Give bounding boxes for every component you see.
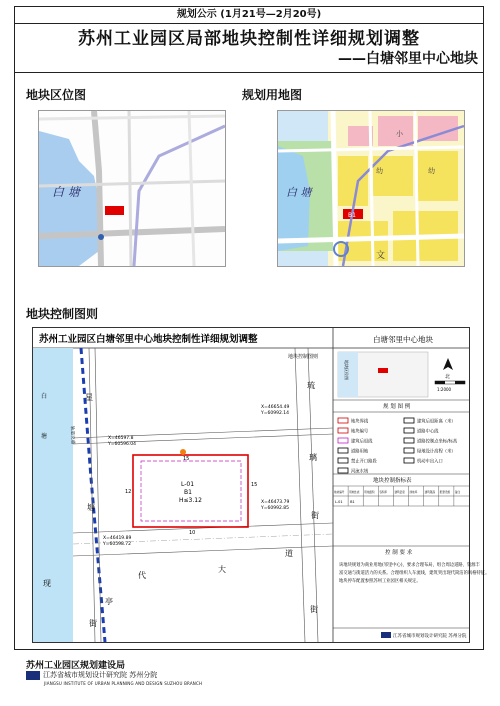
legend-label: 河流水域 [351,469,369,475]
control-plot-height: H≤3.12 [179,497,202,504]
footer-institute-en: JIANGSU INSTITUTE OF URBAN PLANNING AND DESIGN SUZHOU BRANCH [44,681,203,686]
table-cell: L-01 [335,500,343,504]
legend [338,418,458,475]
landuse-label-you2: 幼 [428,167,435,175]
legend-swatch [404,428,414,433]
road-name-dai: 代 [138,571,146,580]
notes-line-1: 该地块规划为商业用地(邻里中心)，要求合理布局，组合周边道路、资源丰 [339,563,480,568]
rail-line [134,126,225,266]
institute-logo [26,671,40,680]
table-header: 地块编号 [334,491,345,494]
table-title: 地块控制指标表 [373,478,412,484]
table-header: 用地面积 [364,491,375,494]
road-name-liu: 琉 [307,381,315,390]
coord4-y: Y=60598.72 [103,542,131,547]
table-header: 配套设施 [439,491,451,494]
station-marker [98,234,104,240]
road-name-dao: 道 [285,549,293,558]
road-name-li: 璃 [309,453,317,462]
section-control-title: 地块控制图则 [26,307,99,321]
coord2-y: Y=60992.14 [261,411,289,416]
table-header: 容积率 [379,491,388,494]
scale-label: 1:2000 [437,387,452,392]
control-lake-1: 白 [41,393,48,400]
site-marker [105,206,124,215]
control-dim-bottom: 10 [189,530,196,536]
location-map-graphic [39,111,225,266]
road-name-xing: 星 [85,393,93,402]
road-name-ting: 亭 [105,597,113,606]
control-rail-label: 轨道交通 [69,425,75,445]
legend-swatch [338,418,348,423]
inst-logo [381,632,391,638]
control-dim-right: 15 [251,482,258,488]
coord4-x: X=46419.89 [103,536,132,541]
landuse-lake-label: 白 塘 [286,186,312,199]
notes-title: 控 制 要 求 [385,550,413,556]
legend-swatch [404,418,414,423]
location-lake-label: 白 塘 [52,185,80,199]
notes-line-2: 富交通与街道活力的关系。合理组织人车流线，建筑突出现代简洁的风格特征。 [339,571,490,576]
road-name-tang: 塘 [87,503,95,512]
road-vertical-east [189,111,194,266]
control-inst-name: 江苏省城市规划设计研究院 苏州分院 [393,634,467,639]
road-name-da: 大 [218,565,226,574]
control-entrance-icon [180,449,186,455]
road-vertical-mid [129,111,131,266]
legend-swatch [338,458,348,463]
notes-line-3: 地块停车配置参照苏州工业园区相关规定。 [339,579,421,584]
legend-label: 地块编号 [351,429,369,435]
road-name-jie2: 街 [310,605,318,614]
landuse-label-you: 幼 [376,167,383,175]
table-header: 用地性质 [349,491,360,494]
legend-label: 机动车出入口 [417,459,443,465]
legend-swatch [404,458,414,463]
control-river [33,348,73,642]
control-block-label: 白塘邻里中心地块 [373,335,433,344]
section-location-title: 地块区位图 [26,88,87,102]
control-plan [32,327,490,643]
page-subtitle: ——白塘邻里中心地块 [338,51,478,67]
landuse-map-graphic [278,111,464,266]
road-name-jie3: 街 [311,511,319,520]
road-name-jie1: 街 [89,619,97,628]
location-map [38,110,226,267]
legend-label: 道路用地 [351,449,369,455]
legend-label: 道路中心线 [417,429,439,435]
legend-label: 地块界线 [351,419,369,425]
legend-label: 道路控制点坐标/标高 [417,439,458,445]
legend-label: 建筑后退距离（米） [417,419,456,425]
legend-label: 绿地设计高程（米） [417,449,456,455]
table-header: 备注 [454,491,461,494]
coord1-x: X=46597.8 [108,436,134,441]
indicator-table [333,486,469,506]
coord1-y: Y=60596.04 [108,442,136,447]
control-index-label: 地块控制图则 [288,354,319,360]
table-header: 建筑限高 [424,491,436,494]
section-landuse-title: 规划用地图 [242,88,303,102]
legend-label: 禁止开口路段 [351,459,377,465]
legend-swatch [338,448,348,453]
table-header: 建筑密度 [394,491,405,494]
coord3-x: X=46473.79 [261,500,290,505]
north-arrow-icon [443,358,453,370]
page-title: 苏州工业园区局部地块控制性详细规划调整 [78,29,420,49]
footer-bureau: 苏州工业园区规划建设局 [26,661,126,671]
control-dim-top: 15 [183,456,190,462]
footer-institute-name: 江苏省城市规划设计研究院 苏州分院 [43,671,158,679]
legend-swatch [338,468,348,473]
table-cell: B1 [350,500,355,504]
legend-swatch [338,438,348,443]
north-label: 北 [445,374,451,380]
landuse-map [277,110,465,267]
control-dim-left: 12 [125,489,132,495]
landuse-label-wen: 文 [376,251,386,261]
legend-swatch [404,438,414,443]
legend-title: 规 划 图 例 [383,404,411,410]
legend-swatch [404,448,414,453]
table-header: 绿地率 [409,491,418,494]
legend-label: 建筑后退线 [351,439,373,445]
notice-header: 规划公示 (1月21号—2月20号) [14,6,484,24]
control-title: 苏州工业园区白塘邻里中心地块控制性详细规划调整 [39,334,258,345]
mini-location-label: 地块区位图 [344,360,349,380]
coord2-x: X=46654.49 [261,405,290,410]
coord3-y: Y=60992.85 [261,506,289,511]
landuse-plot-code: B1 [348,212,356,219]
road-horizontal-north [39,116,225,119]
landuse-label-xiao: 小 [396,130,403,138]
road-name-xian: 现 [43,579,51,588]
title-divider [14,72,484,73]
control-plot-code: B1 [184,489,192,496]
control-plot-id: L-01 [181,481,195,488]
control-lake-2: 塘 [41,433,48,440]
legend-swatch [338,428,348,433]
footer-institute [26,670,157,680]
control-plan-graphic [33,328,490,642]
